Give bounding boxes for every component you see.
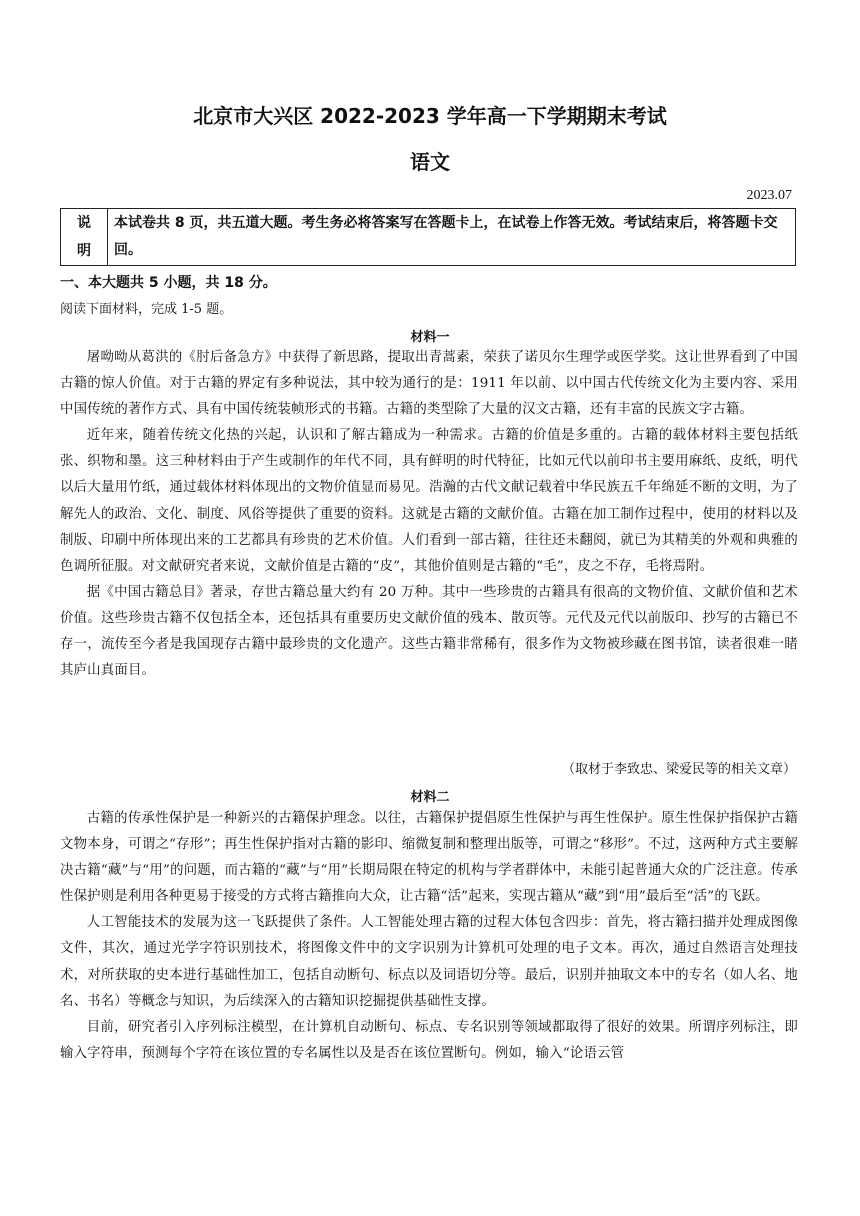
material2-title: 材料二 [410,790,450,805]
material1-body [60,345,798,684]
material2-paragraph-1: 古籍的传承性保护是一种新兴的古籍保护理念。以往，古籍保护提倡原生性保护与再生性保护。原生性保护指保护古籍文物本身，可谓之“存形”；再生性保护指对古籍的影印、缩微复制和整理出版等，可谓之“移形”。不过，这两种方式主要解决古籍“藏”与“用”的问题，而古籍的“藏”与“用”长期局限在特定的机构与学者群体中，未能引起普通大众的广泛注意。传承性保护则是利用各种更易于接受的方式将古籍推向大众，让古籍“活”起来，实现古籍从“藏”到“用”最后至“活”的飞跃。 [60,811,798,905]
section-heading: 一、本大题共 5 小题，共 18 分。 [60,275,277,291]
material1-source: （取材于李致忠、梁爱民等的相关文章） [561,762,796,777]
material2-paragraph-3: 目前，研究者引入序列标注模型，在计算机自动断句、标点、专名识别等领域都取得了很好的效果。所谓序列标注，即输入字符串，预测每个字符在该位置的专名属性以及是否在该位置断句。例如，输入“论语云管 [60,1019,798,1061]
notice-text: 本试卷共 8 页，共五道大题。考生务必将答案写在答题卡上，在试卷上作答无效。考试结束后，将答题卡交回。 [114,215,778,258]
material1-title: 材料一 [410,330,450,345]
material2-paragraph-2: 人工智能技术的发展为这一飞跃提供了条件。人工智能处理古籍的过程大体包含四步：首先，将古籍扫描并处理成图像文件，其次，通过光学字符识别技术，将图像文件中的文字识别为计算机可处理的电子文本。再次，通过自然语言处理技术，对所获取的史本进行基础性加工，包括自动断句、标点以及词语切分等。最后，识别并抽取文本中的专名（如人名、地名、书名）等概念与知识，为后续深入的古籍知识挖掘提供基础性支撑。 [60,915,798,1009]
material2-body [60,806,798,1067]
notice-label [61,209,108,265]
material1-paragraph-3: 据《中国古籍总目》著录，存世古籍总量大约有 20 万种。其中一些珍贵的古籍具有很高的文物价值、文献价值和艺术价值。这些珍贵古籍不仅包括全本，还包括具有重要历史文献价值的残本、散页等。元代及元代以前版印、抄写的古籍已不存一，流传至今者是我国现存古籍中最珍贵的文化遗产。这些古籍非常稀有，很多作为文物被珍藏在图书馆，读者很难一睹其庐山真面目。 [60,584,798,679]
exam-date: 2023.07 [746,188,792,203]
notice-label-char-1: 说 [77,215,91,231]
notice-label-char-2: 明 [77,243,91,259]
material1-paragraph-2: 近年来，随着传统文化热的兴起，认识和了解古籍成为一种需求。古籍的价值是多重的。古籍的载体材料主要包括纸张、织物和墨。这三种材料由于产生或制作的年代不同，具有鲜明的时代特征，比如元代以前印书主要用麻纸、皮纸，明代以后大量用竹纸，通过载体材料体现出的文物价值显而易见。浩瀚的古代文献记载着中华民族五千年绵延不断的文明，为了解先人的政治、文化、制度、风俗等提供了重要的资料。这就是古籍的文献价值。古籍在加工制作过程中，使用的材料以及制版、印刷中所体现出来的工艺都具有珍贵的艺术价值。人们看到一部古籍，往往还未翻阅，就已为其精美的外观和典雅的色调所征服。对文献研究者来说，文献价值是古籍的“皮”，其他价值则是古籍的“毛”，皮之不存，毛将焉附。 [60,428,798,574]
material1-paragraph-1: 屠呦呦从葛洪的《肘后备急方》中获得了新思路，提取出青蒿素，荣获了诺贝尔生理学或医学奖。这让世界看到了中国古籍的惊人价值。对于古籍的界定有多种说法，其中较为通行的是：1911 年以前、以中国古代传统文化为主要内容、采用中国传统的著作方式、具有中国传统装帧形式的书籍。古籍的类型除了大量的汉文古籍，还有丰富的民族文字古籍。 [60,350,798,418]
section-instruction: 阅读下面材料，完成 1-5 题。 [60,302,233,317]
subject-title: 语文 [410,150,450,174]
notice-box [60,208,796,266]
exam-title: 北京市大兴区 2022-2023 学年高一下学期期末考试 [193,104,667,128]
